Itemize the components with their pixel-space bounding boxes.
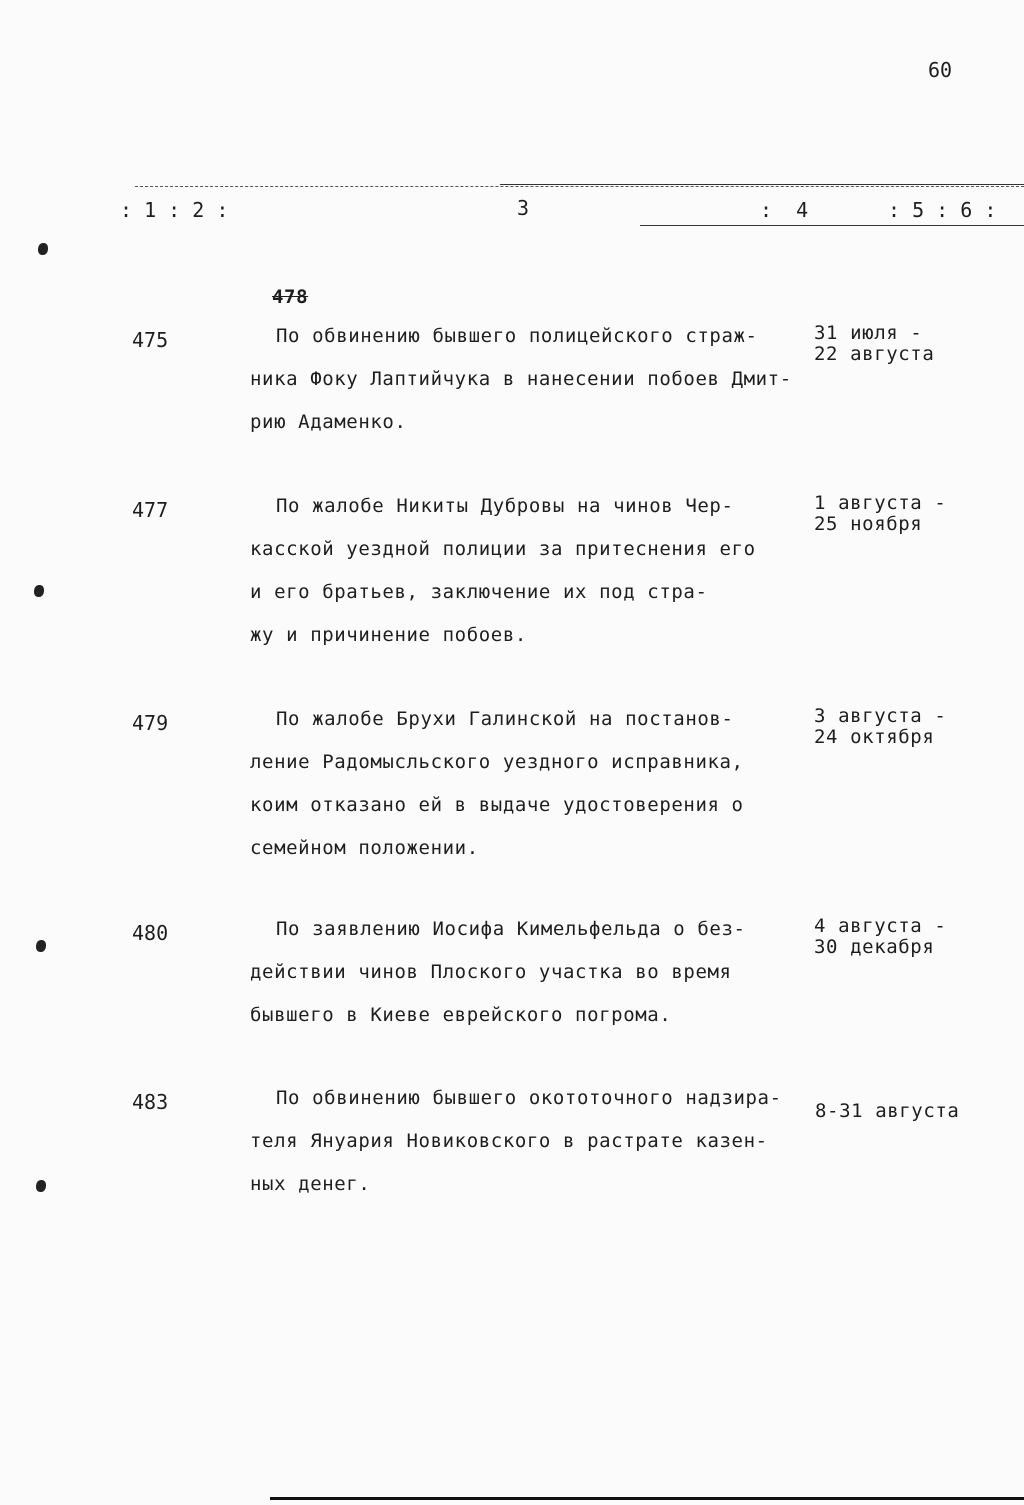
entry-date: 1 августа - [814, 492, 947, 514]
entry-description-line: По заявлению Иосифа Кимельфельда о без- [276, 918, 746, 940]
entry-date: 22 августа [814, 343, 935, 365]
punch-hole [36, 1180, 46, 1192]
entry-description-line: ника Фоку Лаптийчука в нанесении побоев Дмит- [250, 368, 792, 390]
bottom-edge [270, 1497, 1024, 1500]
entry-description-line: касской уездной полиции за притеснения его [250, 538, 756, 560]
entry-description-line: ных денег. [250, 1173, 371, 1195]
entry-date: 31 июля - [814, 322, 923, 344]
header-col-3: 3 [517, 196, 530, 220]
punch-hole [36, 940, 46, 952]
crossed-out-number: 478 [272, 286, 309, 308]
header-top-rule-solid [500, 184, 1024, 185]
punch-hole [34, 585, 44, 597]
entry-description-line: коим отказано ей в выдаче удостоверения о [250, 794, 744, 816]
entry-description-line: По обвинению бывшего окототочного надзира- [276, 1087, 782, 1109]
entry-date: 4 августа - [814, 915, 947, 937]
entry-date: 30 декабря [814, 936, 935, 958]
entry-description-line: и его братьев, заключение их под стра- [250, 581, 708, 603]
entry-date: 25 ноября [814, 513, 923, 535]
entry-number: 475 [132, 328, 169, 352]
entry-description-line: рию Адаменко. [250, 411, 407, 433]
entry-description-line: По обвинению бывшего полицейского страж- [276, 325, 758, 347]
entry-number: 483 [132, 1090, 169, 1114]
entry-description-line: ление Радомысльского уездного исправника, [250, 751, 744, 773]
entry-description-line: По жалобе Никиты Дубровы на чинов Чер- [276, 495, 734, 517]
entry-description-line: теля Януария Новиковского в растрате казен- [250, 1130, 768, 1152]
entry-date: 3 августа - [814, 705, 947, 727]
header-top-rule [135, 186, 1024, 187]
entry-date: 8-31 августа [815, 1100, 960, 1122]
punch-hole [38, 243, 48, 255]
entry-description-line: жу и причинение побоев. [250, 624, 527, 646]
header-col-1-2: : 1 : 2 : [120, 198, 229, 222]
header-col-4: : 4 [760, 198, 809, 222]
entry-description-line: По жалобе Брухи Галинской на постанов- [276, 708, 734, 730]
entry-number: 477 [132, 498, 169, 522]
entry-number: 480 [132, 921, 169, 945]
entry-description-line: действии чинов Плоского участка во время [250, 961, 732, 983]
entry-date: 24 октября [814, 726, 935, 748]
header-bottom-rule [640, 225, 1024, 226]
header-col-5-6: : 5 : 6 : [888, 198, 997, 222]
entry-number: 479 [132, 711, 169, 735]
entry-description-line: семейном положении. [250, 837, 479, 859]
page-number: 60 [928, 58, 953, 82]
entry-description-line: бывшего в Киеве еврейского погрома. [250, 1004, 672, 1026]
